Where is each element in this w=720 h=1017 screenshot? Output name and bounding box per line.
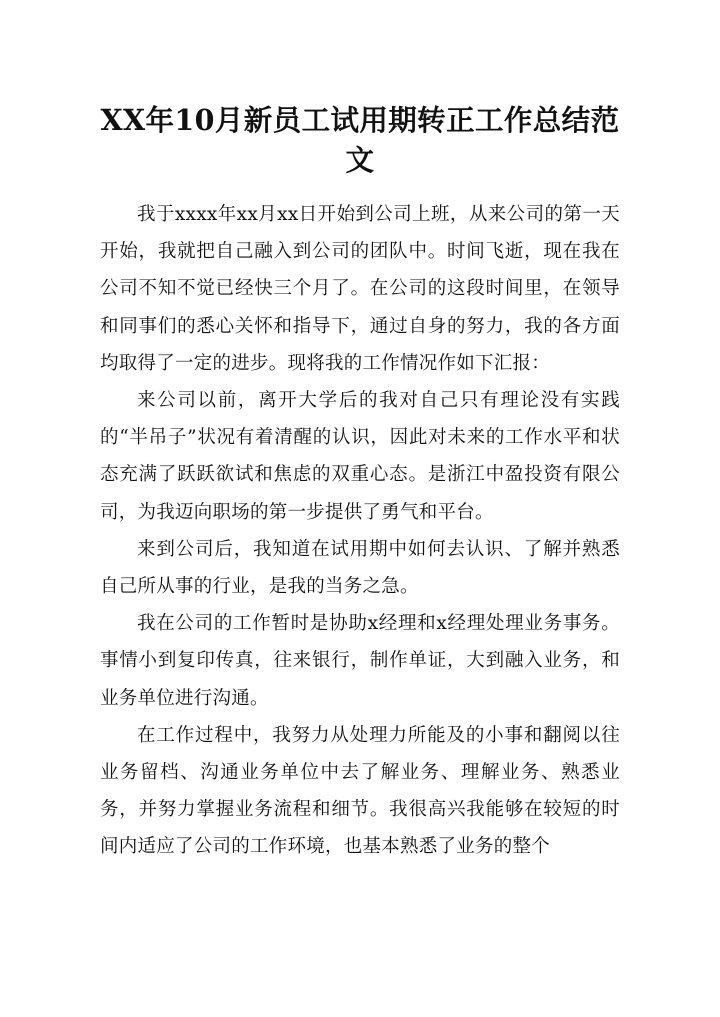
paragraph-work-process: 在工作过程中，我努力从处理力所能及的小事和翻阅以往业务留档、沟通业务单位中去了解业务、理解业务、熟悉业务，并努力掌握业务流程和细节。我很高兴我能够在较短的时间内适应了公司的工作环境，也基本熟悉了业务的整个 [100,724,620,858]
document-body [100,196,620,866]
page-title-text: XX年10月新员工试用期转正工作总结范文 [100,103,620,177]
page-title [100,100,620,180]
paragraph-intro: 我于xxxx年xx月xx日开始到公司上班，从来公司的第一天开始，我就把自己融入到公司的团队中。时间飞逝，现在我在公司不知不觉已经快三个月了。在公司的这段时间里，在领导和同事们的悉心关怀和指导下，通过自身的努力，我的各方面均取得了一定的进步。现将我的工作情况作如下汇报： [100,204,620,374]
paragraph-after-joining: 来到公司后，我知道在试用期中如何去认识、了解并熟悉自己所从事的行业，是我的当务之急。 [100,538,620,598]
paragraph-before-joining: 来公司以前，离开大学后的我对自己只有理论没有实践的“半吊子”状况有着清醒的认识，因此对未来的工作水平和状态充满了跃跃欲试和焦虑的双重心态。是浙江中盈投资有限公司，为我迈向职场的第一步提供了勇气和平台。 [100,390,620,523]
paragraph-duties: 我在公司的工作暂时是协助x经理和x经理处理业务事务。事情小到复印传真，往来银行，制作单证，大到融入业务，和业务单位进行沟通。 [100,613,620,709]
